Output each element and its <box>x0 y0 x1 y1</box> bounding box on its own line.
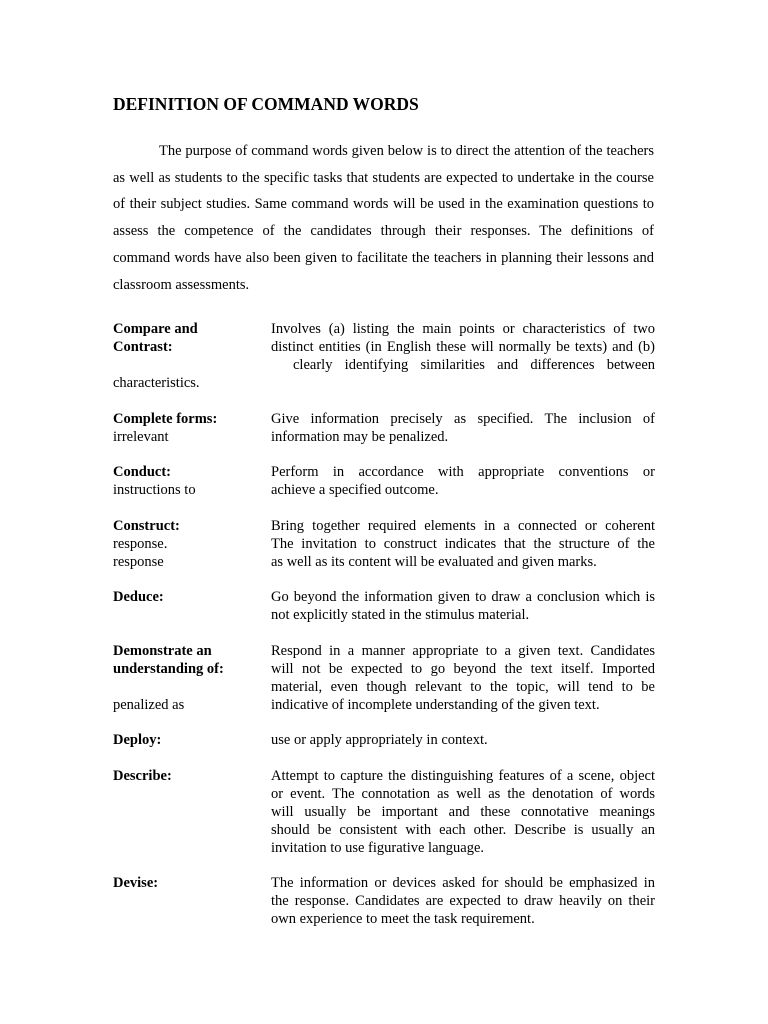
definition-description <box>271 642 655 714</box>
term-line: Deploy: <box>113 732 162 748</box>
term-line: Complete forms: <box>113 411 218 427</box>
description-line: Attempt to capture the distinguishing features of a scene, object <box>271 768 655 784</box>
description-line: The invitation to construct indicates that the structure of the <box>271 536 655 552</box>
definition-term <box>113 410 263 428</box>
definition-description <box>271 517 655 571</box>
term-line: Contrast: <box>113 339 173 355</box>
description-line: Give information precisely as specified. The inclusion of <box>271 411 655 427</box>
description-line: the response. Candidates are expected to draw heavily on their <box>271 893 655 909</box>
term-line: Deduce: <box>113 589 164 605</box>
definition-description <box>271 463 655 499</box>
definition-term <box>113 642 263 678</box>
definition-term <box>113 588 263 606</box>
description-line: Go beyond the information given to draw a conclusion which is <box>271 589 655 605</box>
description-line: Involves (a) listing the main points or characteristics of two <box>271 321 655 337</box>
definition-description <box>271 320 655 374</box>
description-line: use or apply appropriately in context. <box>271 732 488 748</box>
description-line: own experience to meet the task requirement. <box>271 911 535 927</box>
term-line: Conduct: <box>113 464 172 480</box>
description-line: information may be penalized. <box>271 429 449 445</box>
description-line: indicative of incomplete understanding of the given text. <box>271 697 600 713</box>
term-fragment: instructions to <box>113 482 196 498</box>
definition-description <box>271 731 655 749</box>
definition-term <box>113 731 263 749</box>
definition-description <box>271 410 655 446</box>
description-line: Perform in accordance with appropriate conventions or <box>271 464 655 480</box>
description-line: distinct entities (in English these will normally be texts) and (b) <box>271 339 655 355</box>
definition-description <box>271 588 655 624</box>
definition-description <box>271 767 655 857</box>
description-line: not explicitly stated in the stimulus material. <box>271 607 530 623</box>
intro-paragraph: The purpose of command words given below is to direct the attention of the teachers as well as students to the specific tasks that students are expected to undertake in the course of their subject studies. Same command words will be used in the examination questions to assess the competence of the candidates through their responses. The definitions of command words have also been given to facilitate the teachers in planning their lessons and classroom assessments. <box>113 143 654 293</box>
definition-term <box>113 767 263 785</box>
term-fragment: penalized as <box>113 697 185 713</box>
term-line: understanding of: <box>113 661 224 677</box>
term-line: Construct: <box>113 518 180 534</box>
description-line: achieve a specified outcome. <box>271 482 439 498</box>
description-line: Respond in a manner appropriate to a given text. Candidates <box>271 643 655 659</box>
term-fragment: response <box>113 554 164 570</box>
description-line: clearly identifying similarities and differences between <box>293 357 655 373</box>
term-line: Devise: <box>113 875 159 891</box>
definition-term <box>113 463 263 481</box>
definition-term <box>113 517 263 535</box>
page-title: DEFINITION OF COMMAND WORDS <box>113 94 419 114</box>
description-line: or event. The connotation as well as the denotation of words <box>271 786 655 802</box>
description-line: material, even though relevant to the topic, will tend to be <box>271 679 655 695</box>
definition-term <box>113 320 263 356</box>
term-line: Describe: <box>113 768 172 784</box>
description-line: will not be expected to go beyond the text itself. Imported <box>271 661 655 677</box>
term-fragment: characteristics. <box>113 375 200 391</box>
definition-description <box>271 874 655 928</box>
term-fragment: response. <box>113 536 168 552</box>
description-line: invitation to use figurative language. <box>271 840 485 856</box>
description-line: The information or devices asked for should be emphasized in <box>271 875 655 891</box>
description-line: should be consistent with each other. Describe is usually an <box>271 822 655 838</box>
definition-term <box>113 874 263 892</box>
term-line: Compare and <box>113 321 198 337</box>
description-line: Bring together required elements in a connected or coherent <box>271 518 655 534</box>
term-line: Demonstrate an <box>113 643 212 659</box>
description-line: will usually be important and these connotative meanings <box>271 804 655 820</box>
description-line: as well as its content will be evaluated and given marks. <box>271 554 597 570</box>
term-fragment: irrelevant <box>113 429 169 445</box>
